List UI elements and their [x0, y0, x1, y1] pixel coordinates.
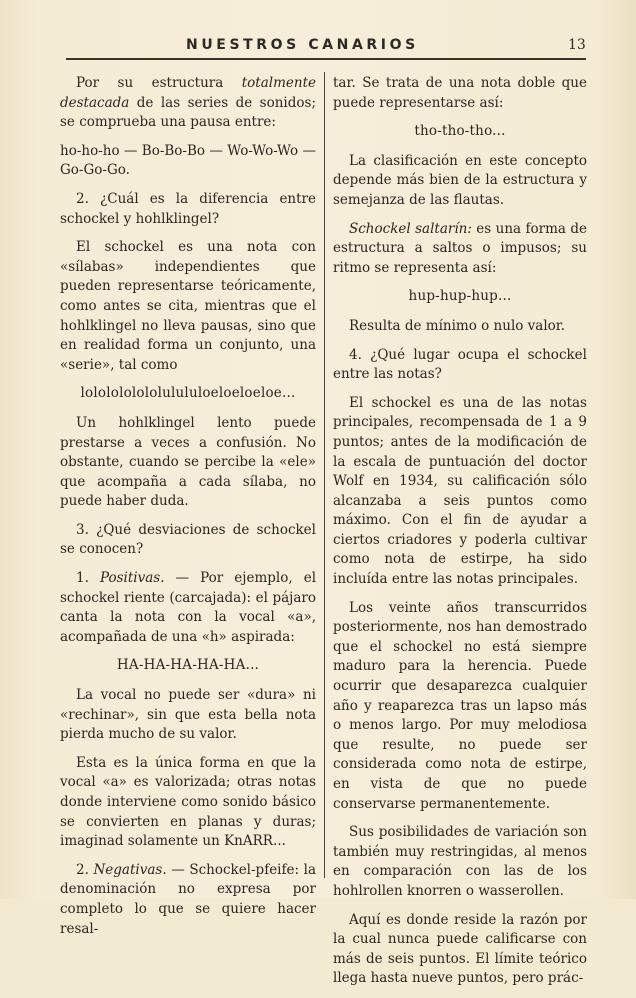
question-heading: 3. ¿Qué desviaciones de schockel se conocen? [60, 521, 316, 558]
paragraph: Esta es la única forma en que la vocal «a» es valorizada; otras notas donde interviene como sonido básico se convierten en planas y duras; imaginad solamente un KnARR... [60, 754, 316, 850]
sound-example: lololololololulululoeloeloeloe... [80, 385, 296, 402]
question-heading: 4. ¿Qué lugar ocupa el schockel entre las notas? [333, 346, 587, 383]
sound-example: HA-HA-HA-HA-HA... [116, 657, 260, 674]
paragraph: tar. Se trata de una nota doble que puede representarse así: [333, 75, 587, 111]
header-rule [66, 58, 586, 60]
paragraph: El schockel es una nota con «sílabas» independientes que pueden representarse teóricamente, como antes se cita, mientras que el hohlklingel no lleva pausas, sino que en realidad forma un conjunto, una «serie», tal como [60, 239, 316, 373]
paragraph: El schockel es una de las notas principales, recompensada de 1 a 9 puntos; antes de la modificación de la escala de puntuación del doctor Wolf en 1934, su calificación sólo alcanzaba a seis puntos como máximo. Con el fin de ayudar a ciertos criadores y poderla cultivar como nota de estirpe, ha sido incluída entre las notas principales. [333, 394, 587, 588]
column-divider [324, 72, 325, 878]
right-column [333, 74, 587, 998]
paragraph: La clasificación en este concepto depende más bien de la estructura y semejanza de las flautas. [333, 152, 587, 208]
sound-example: tho-tho-tho... [414, 123, 506, 140]
sound-example: hup-hup-hup... [408, 288, 512, 305]
paragraph: La vocal no puede ser «dura» ni «rechinar», sin que esta bella nota pierda mucho de su valor. [60, 687, 316, 743]
paragraph: ho-ho-ho — Bo-Bo-Bo — Wo-Wo-Wo — Go-Go-Go. [60, 142, 316, 179]
running-header-title: NUESTROS CANARIOS [186, 37, 419, 53]
question-heading: 2. ¿Cuál es la diferencia entre schockel y hohlklingel? [60, 190, 316, 227]
paragraph: Resulta de mínimo o nulo valor. [349, 317, 566, 334]
paragraph: Aquí es donde reside la razón por la cual nunca puede calificarse con más de seis puntos. El límite teórico llega hasta nueve puntos, pero prác- [333, 911, 587, 987]
paragraph: Por su estructura totalmente destacada de las series de sonidos; se comprueba una pausa entre: [60, 75, 316, 131]
paragraph: Sus posibilidades de variación son también muy restringidas, al menos en comparación con las de los hohlrollen knorren o wasserollen. [333, 824, 587, 899]
paragraph: 2. Negativas. — Schockel-pfeife: la denominación no expresa por completo lo que se quiere hacer resal- [60, 861, 316, 937]
paragraph: Schockel saltarín: es una forma de estructura a saltos o impusos; su ritmo se representa así: [333, 220, 587, 276]
left-column [60, 74, 316, 948]
paragraph: Un hohlklingel lento puede prestarse a veces a confusión. No obstante, cuando se percibe la «ele» que acompaña a cada sílaba, no puede haber duda. [60, 414, 316, 510]
paragraph: Los veinte años transcurridos posteriormente, nos han demostrado que el schockel no está siempre maduro para la herencia. Puede ocurrir que desaparezca cualquier año y reaparezca tras un lapso más o menos largo. Por muy melodiosa que resulte, no puede ser considerada como nota de estirpe, en vista de que no puede conservarse permanentemente. [333, 599, 587, 812]
paragraph: 1. Positivas. — Por ejemplo, el schockel riente (carcajada): el pájaro canta la nota con la vocal «a», acompañada de una «h» aspirada: [60, 570, 317, 645]
page-number: 13 [568, 37, 586, 53]
